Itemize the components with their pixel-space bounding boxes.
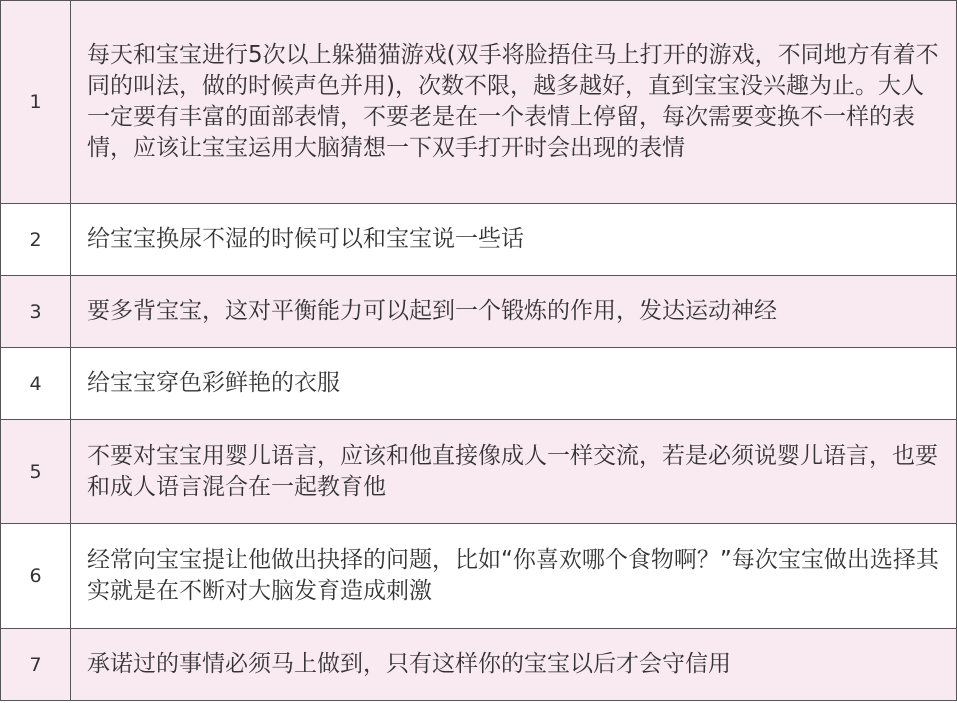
table-row bbox=[1, 524, 957, 629]
row-number: 1 bbox=[1, 1, 71, 204]
row-number: 3 bbox=[1, 276, 71, 348]
table-row bbox=[1, 420, 957, 524]
row-number: 6 bbox=[1, 524, 71, 629]
table-row bbox=[1, 276, 957, 348]
row-text: 不要对宝宝用婴儿语言，应该和他直接像成人一样交流，若是必须说婴儿语言，也要和成人语言混合在一起教育他 bbox=[71, 420, 957, 524]
row-text: 承诺过的事情必须马上做到，只有这样你的宝宝以后才会守信用 bbox=[71, 629, 957, 701]
table-row bbox=[1, 204, 957, 276]
row-number: 7 bbox=[1, 629, 71, 701]
table-row bbox=[1, 629, 957, 701]
table-row bbox=[1, 348, 957, 420]
row-text: 每天和宝宝进行5次以上躲猫猫游戏(双手将脸捂住马上打开的游戏，不同地方有着不同的叫法，做的时候声色并用)，次数不限，越多越好，直到宝宝没兴趣为止。大人一定要有丰富的面部表情，不要老是在一个表情上停留，每次需要变换不一样的表情，应该让宝宝运用大脑猜想一下双手打开时会出现的表情 bbox=[71, 1, 957, 204]
row-text: 给宝宝穿色彩鲜艳的衣服 bbox=[71, 348, 957, 420]
row-number: 2 bbox=[1, 204, 71, 276]
row-text: 要多背宝宝，这对平衡能力可以起到一个锻炼的作用，发达运动神经 bbox=[71, 276, 957, 348]
row-text: 给宝宝换尿不湿的时候可以和宝宝说一些话 bbox=[71, 204, 957, 276]
table-row bbox=[1, 1, 957, 204]
row-text: 经常向宝宝提让他做出抉择的问题，比如“你喜欢哪个食物啊？”每次宝宝做出选择其实就是在不断对大脑发育造成刺激 bbox=[71, 524, 957, 629]
row-number: 4 bbox=[1, 348, 71, 420]
row-number: 5 bbox=[1, 420, 71, 524]
